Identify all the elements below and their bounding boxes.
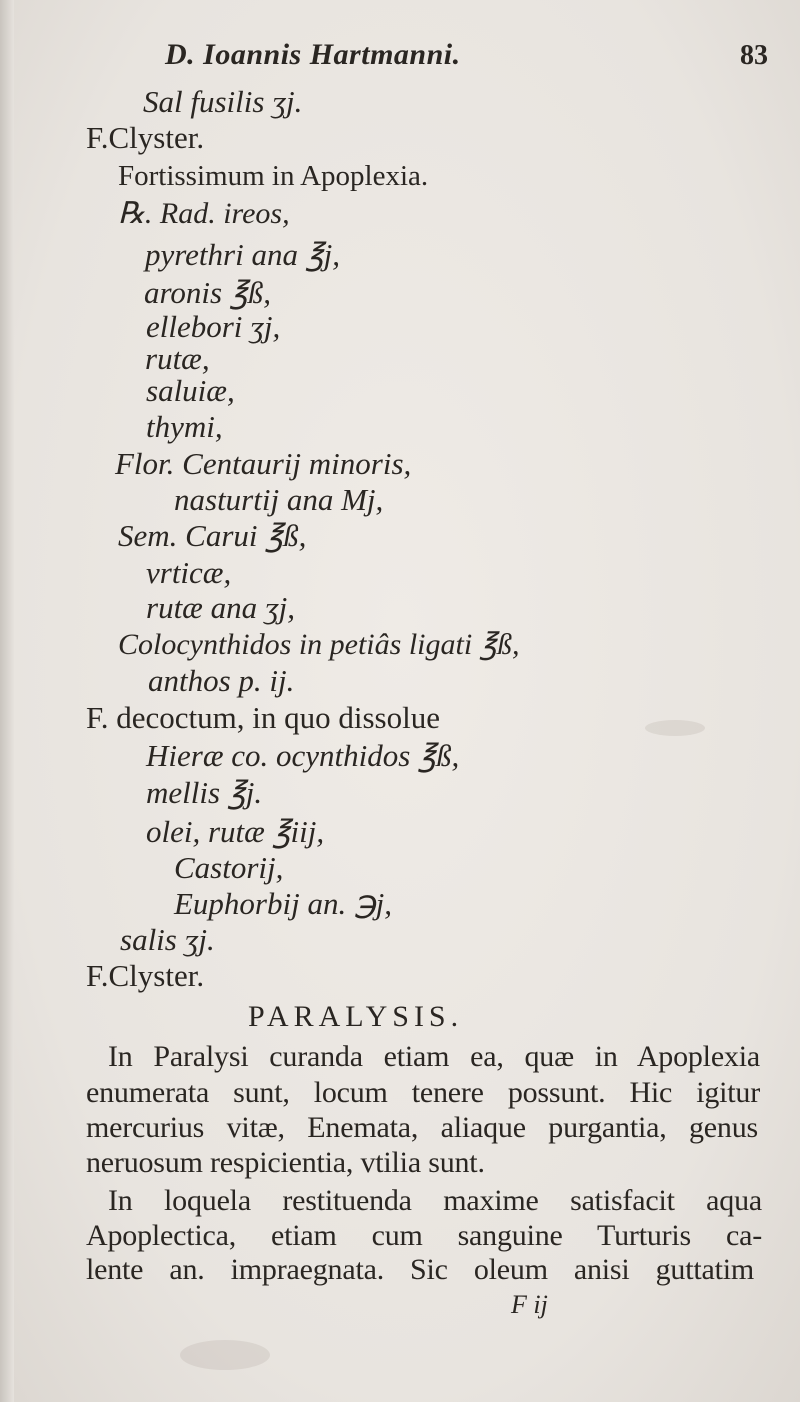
paragraph-line: In loquela restituenda maxime satisfacit aqua [108,1184,762,1217]
paragraph-line: lente an. impraegnata. Sic oleum anisi guttatim [86,1253,754,1286]
recipe-line: ℞. Rad. ireos, [118,197,290,230]
recipe-line: F.Clyster. [86,958,205,993]
recipe-line: Hieræ co. ocynthidos ℥ß, [146,738,460,773]
recipe-line: vrticæ, [146,555,232,590]
recipe-line: Colocynthidos in petiâs ligati ℥ß, [118,628,520,661]
recipe-line: rutæ ana ʒj, [146,590,295,625]
recipe-line: Euphorbij an. ℈j, [174,886,392,921]
recipe-line: nasturtij ana Mj, [174,482,384,517]
recipe-line: F. decoctum, in quo dissolue [86,700,440,735]
paragraph-line: enumerata sunt, locum tenere possunt. Hic igitur [86,1076,760,1109]
recipe-line: mellis ℥j. [146,775,263,810]
recipe-line: anthos p. ij. [148,663,295,698]
recipe-line: Sal fusilis ʒj. [143,84,303,119]
recipe-line: Fortissimum in Apoplexia. [118,160,429,192]
recipe-line: thymi, [146,409,223,444]
stain-mark [645,720,705,736]
recipe-line: aronis ℥ß, [144,275,271,310]
page-number: 83 [740,40,768,71]
paragraph-line: In Paralysi curanda etiam ea, quæ in Apoplexia [108,1040,760,1073]
recipe-line: Flor. Centaurij minoris, [115,446,412,481]
recipe-line: rutæ, [145,341,210,376]
recipe-line: olei, rutæ ℥iij, [146,814,325,849]
running-header: D. Ioannis Hartmanni. [165,38,461,71]
page-gutter-shadow [0,0,14,1402]
recipe-line: F.Clyster. [86,120,205,155]
recipe-line: saluiæ, [146,373,235,408]
paragraph-line: mercurius vitæ, Enemata, aliaque purgantia, genus [86,1111,758,1144]
signature-mark: F ij [511,1290,548,1319]
paragraph-line: Apoplectica, etiam cum sanguine Turturis ca- [86,1219,762,1252]
recipe-line: salis ʒj. [120,922,215,957]
recipe-line: ellebori ʒj, [146,309,281,344]
paragraph-line: neruosum respicientia, vtilia sunt. [86,1146,485,1179]
recipe-line: pyrethri ana ℥j, [145,237,340,272]
section-heading: PARALYSIS. [248,1000,464,1033]
stain-mark [180,1340,270,1370]
recipe-line: Sem. Carui ℥ß, [118,518,307,553]
recipe-line: Castorij, [174,850,284,885]
